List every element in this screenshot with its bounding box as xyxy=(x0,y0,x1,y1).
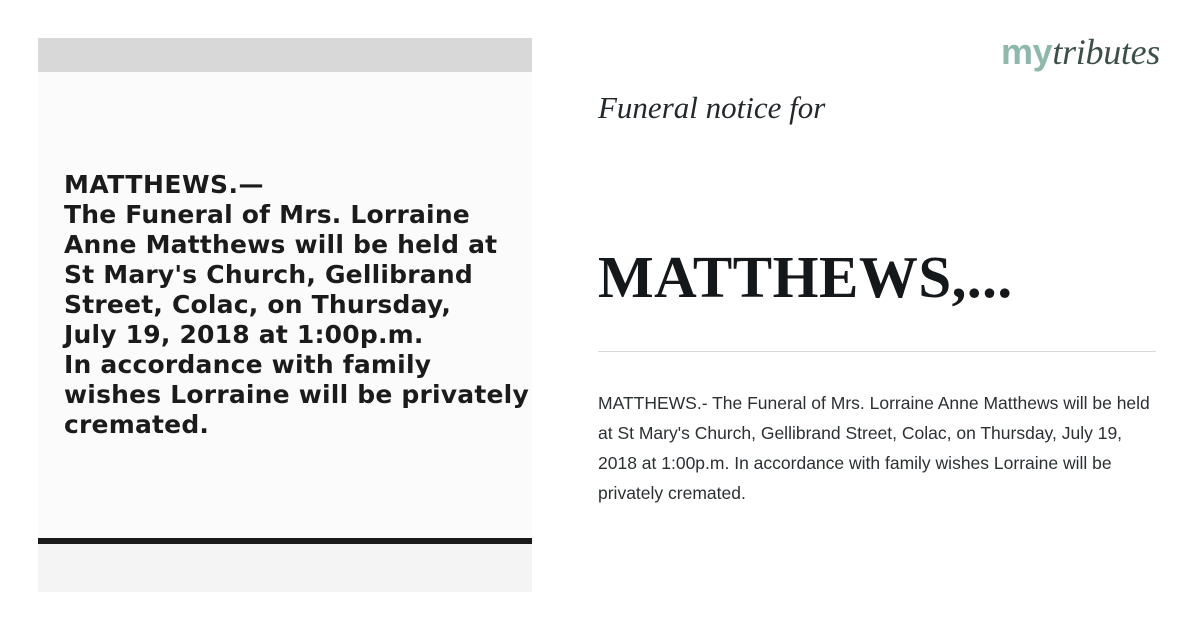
notice-body xyxy=(598,388,1160,508)
clipping-notice-text xyxy=(64,170,529,440)
notice-details-panel xyxy=(598,0,1160,630)
clipping-surname: MATTHEWS.— xyxy=(64,170,265,199)
clipping-line: In accordance with family xyxy=(64,350,432,379)
clipping-line: Street, Colac, on Thursday, xyxy=(64,290,452,319)
logo-text-my: my xyxy=(1000,31,1053,72)
page-eyebrow: Funeral notice for xyxy=(598,90,826,125)
clipping-line: cremated. xyxy=(64,410,210,439)
clipping-line: July 19, 2018 at 1:00p.m. xyxy=(64,320,424,349)
notice-body-paragraph: MATTHEWS.- The Funeral of Mrs. Lorraine Anne Matthews will be held at St Mary's Church, Gellibrand Street, Colac, on Thursday, July 19, 2018 at 1:00p.m. In accordance with family wishes Lorraine will be privately cremated. xyxy=(598,393,1150,503)
newspaper-clipping-image[interactable] xyxy=(38,38,532,592)
clipping-line: Anne Matthews will be held at xyxy=(64,230,498,259)
divider xyxy=(598,351,1156,352)
page-title: MATTHEWS,... xyxy=(598,243,1013,310)
logo-text-tributes: tributes xyxy=(1052,32,1160,72)
clipping-top-band xyxy=(38,38,532,72)
clipping-line: wishes Lorraine will be privately xyxy=(64,380,529,409)
mytributes-logo[interactable] xyxy=(1001,32,1160,72)
clipping-line: St Mary's Church, Gellibrand xyxy=(64,260,473,289)
clipping-line: The Funeral of Mrs. Lorraine xyxy=(64,200,470,229)
clipping-bottom-margin xyxy=(38,544,532,592)
